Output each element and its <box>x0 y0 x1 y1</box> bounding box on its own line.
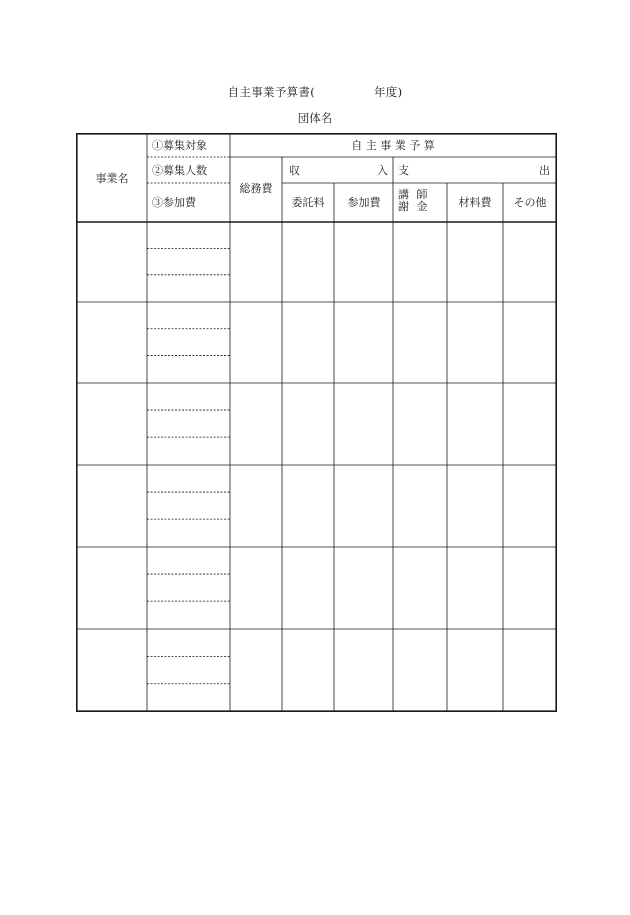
header-budget-title: 自 主 事 業 予 算 <box>351 139 435 152</box>
header-lecturer-fee: 講 師 謝 金 <box>398 188 430 213</box>
org-name-label: 団体名 <box>297 111 333 125</box>
header-income-end: 入 <box>377 164 388 177</box>
header-recruit-target: ①募集対象 <box>152 139 207 152</box>
header-commission: 委託料 <box>291 196 325 209</box>
header-income-fee: 参加費 <box>347 196 381 209</box>
header-total-cost: 総務費 <box>239 182 273 195</box>
header-recruit-count: ②募集人数 <box>152 164 207 177</box>
header-expense-end: 出 <box>539 164 550 177</box>
header-expense: 支 <box>398 164 409 177</box>
header-participation-fee: ③参加費 <box>152 196 196 209</box>
header-income: 収 <box>289 164 300 177</box>
header-materials: 材料費 <box>458 196 492 209</box>
table-grid <box>76 133 557 712</box>
page-title: 自主事業予算書( 年度) <box>227 85 403 99</box>
header-other: その他 <box>513 196 547 209</box>
header-event-name: 事業名 <box>95 172 129 185</box>
budget-table <box>76 133 557 712</box>
